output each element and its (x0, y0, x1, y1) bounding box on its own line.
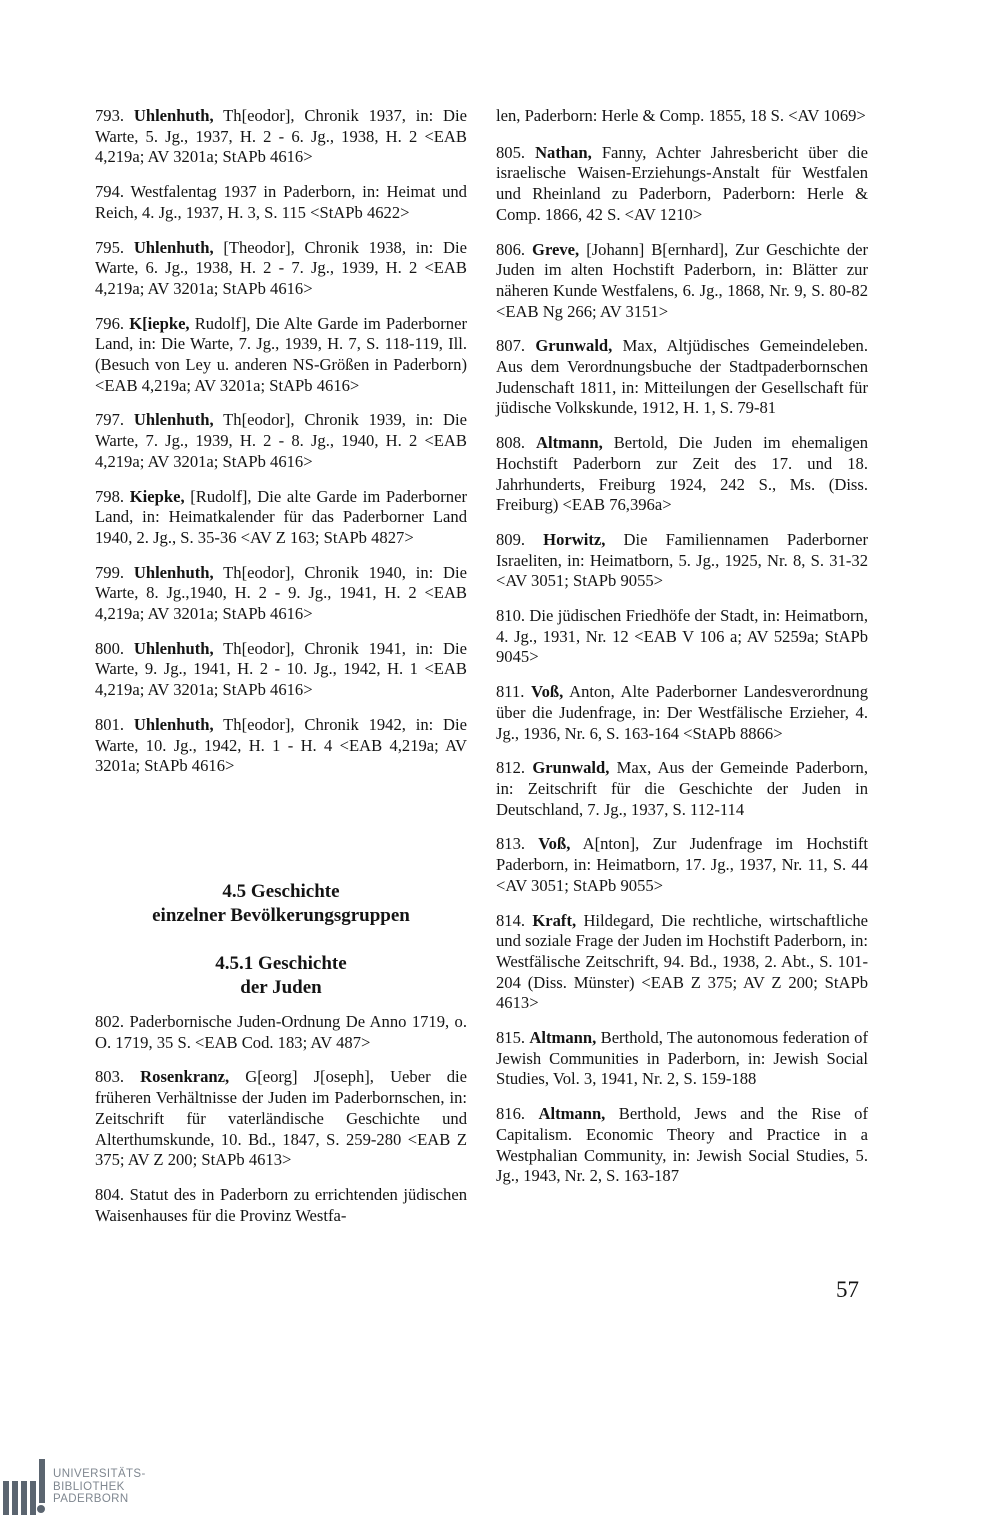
bibliography-entry (496, 1104, 868, 1187)
bibliography-entry (496, 682, 868, 744)
logo-text (53, 1468, 146, 1506)
bibliography-entry (95, 238, 467, 300)
section-heading-line-2: einzelner Bevölkerungsgruppen (152, 904, 410, 926)
entry-text: [Rudolf], Die alte Garde im Paderborner Land, in: Heimatkalender für das Paderborner Land 1940, 2. Jg., S. 35-36 <AV Z 163; StAPb 4827> (95, 486, 467, 547)
entry-list-2 (95, 1012, 467, 1226)
bibliography-entry (496, 240, 868, 323)
bibliography-entry (95, 1185, 467, 1226)
entry-number: 806. (496, 239, 526, 259)
entry-text: Bertold, Die Juden im ehemaligen Hochstift Paderborn zur Zeit des 17. und 18. Jahrhunderts, Freiburg 1924, 242 S., Ms. (Diss. Freiburg) <EAB 76,396a> (496, 433, 868, 515)
entry-author: Kiepke, (129, 486, 185, 506)
bibliography-entry (95, 1067, 467, 1171)
entry-number: 805. (496, 142, 526, 162)
entry-number: 799. (95, 562, 125, 582)
entry-text: Berthold, The autonomous federation of Jewish Communities in Paderborn, in: Jewish Social Studies, Vol. 3, 1941, Nr. 2, S. 159-188 (496, 1028, 868, 1089)
bibliography-entry (496, 143, 868, 226)
logo-bar (12, 1481, 18, 1515)
entry-text: Die jüdischen Friedhöfe der Stadt, in: Heimatborn, 4. Jg., 1931, Nr. 12 <EAB V 106 a; AV 5259a; StAPb 9045> (496, 606, 868, 667)
entry-list-1 (95, 106, 467, 777)
entry-number: 810. (496, 606, 526, 626)
bibliography-entry (95, 410, 467, 472)
section-heading-line-1: 4.5 Geschichte (222, 880, 340, 902)
bibliography-entry (95, 715, 467, 777)
entry-number: 797. (95, 410, 125, 430)
entry-author: Uhlenhuth, (133, 638, 214, 658)
entry-text: Th[eodor], Chronik 1942, in: Die Warte, 10. Jg., 1942, H. 1 - H. 4 <EAB 4,219a; AV 3201a; StAPb 4616> (95, 714, 467, 776)
bibliography-entry (496, 530, 868, 592)
entry-author: Nathan, (535, 142, 592, 162)
entry-text: Th[eodor], Chronik 1940, in: Die Warte, 8. Jg.,1940, H. 2 - 9. Jg., 1941, H. 2 <EAB 4,219a; AV 3201a; StAPb 4616> (95, 562, 467, 624)
entry-author: Grunwald, (532, 758, 610, 778)
bibliography-entry (95, 314, 467, 397)
right-column (496, 106, 868, 1201)
entry-text: [Theodor], Chronik 1938, in: Die Warte, 6. Jg., 1938, H. 2 - 7. Jg., 1939, H. 2 <EAB 4,219a; AV 3201a; StAPb 4616> (95, 237, 467, 298)
logo-bar (30, 1481, 36, 1515)
entry-author: Kraft, (532, 910, 577, 930)
entry-author: Grunwald, (535, 336, 613, 356)
bibliography-entry (496, 606, 868, 668)
bibliography-entry (496, 1028, 868, 1090)
logo-line-3: PADERBORN (53, 1493, 129, 1505)
subsection-heading-line-2: der Juden (240, 976, 322, 998)
entry-text: Th[eodor], Chronik 1937, in: Die Warte, 5. Jg., 1937, H. 2 - 6. Jg., 1938, H. 2 <EAB 4,219a; AV 3201a; StAPb 4616> (95, 106, 467, 167)
entry-author: K[iepke, (129, 313, 190, 333)
entry-number: 808. (496, 433, 526, 453)
entry-author: Horwitz, (543, 529, 606, 549)
entry-author: Altmann, (529, 1028, 597, 1048)
logo-bar (3, 1481, 9, 1515)
entry-author: Uhlenhuth, (133, 714, 214, 734)
logo-line-1: UNIVERSITÄTS- (53, 1468, 146, 1480)
entry-number: 812. (496, 758, 526, 778)
entry-author: Altmann, (538, 1104, 606, 1124)
entry-text: A[nton], Zur Judenfrage im Hochstift Paderborn, in: Heimatborn, 17. Jg., 1937, Nr. 11, S. 44 <AV 3051; StAPb 9055> (496, 834, 868, 895)
entry-number: 793. (95, 106, 125, 125)
entry-number: 815. (496, 1028, 526, 1048)
entry-text: Hildegard, Die rechtliche, wirtschaftliche und soziale Frage der Juden im Hochstift Paderborn, in: Westfälische Zeitschrift, 94. Bd., 1938, 2. Abt., S. 101-204 (Diss. Münster) <EAB Z 375; AV Z 200; StAPb 4613> (496, 910, 868, 1013)
entry-number: 803. (95, 1067, 125, 1087)
entry-text: Statut des in Paderborn zu errichtenden jüdischen Waisenhauses für die Provinz Westfa- (95, 1184, 467, 1225)
bibliography-entry (496, 758, 868, 820)
entry-author: Greve, (532, 239, 580, 259)
entry-text: Berthold, Jews and the Rise of Capitalism. Economic Theory and Practice in a Westphalian Community, in: Jewish Social Studies, 5. Jg., 1943, Nr. 2, S. 163-187 (496, 1104, 868, 1186)
entry-number: 813. (496, 834, 526, 854)
bibliography-entry (95, 639, 467, 701)
entry-author: Uhlenhuth, (133, 562, 214, 582)
entry-number: 796. (95, 313, 125, 333)
entry-text: Rudolf], Die Alte Garde im Paderborner Land, in: Die Warte, 7. Jg., 1939, H. 7, S. 118-119, Ill. (Besuch von Ley u. anderen NS-Größen in Paderborn) <EAB 4,219a; AV 3201a; StAPb 4616> (95, 313, 467, 395)
entry-author: Altmann, (535, 433, 603, 453)
page-number: 57 (836, 1277, 859, 1302)
entry-text: Fanny, Achter Jahresbericht über die israelische Waisen-Erziehungs-Anstalt für Westfalen und Rheinland zu Paderborn, Paderborn: Herle & Comp. 1866, 42 S. <AV 1210> (496, 142, 868, 224)
bibliography-entry (95, 1012, 467, 1053)
bibliography-entry (496, 911, 868, 1015)
entry-number: 802. (95, 1011, 125, 1031)
entry-text: Max, Aus der Gemeinde Paderborn, in: Zeitschrift für die Geschichte der Juden in Deutschland, 7. Jg., 1937, S. 112-114 (496, 758, 868, 819)
continued-entry: len, Paderborn: Herle & Comp. 1855, 18 S. <AV 1069> (496, 106, 866, 125)
entry-text: [Johann] B[ernhard], Zur Geschichte der Juden im alten Hochstift Paderborn, in: Blätter zur näheren Kunde Westfalens, 6. Jg., 1868, Nr. 9, S. 80-82 <EAB Ng 266; AV 3151> (496, 239, 869, 321)
entry-text: G[eorg] J[oseph], Ueber die früheren Verhältnisse der Juden im Paderbornschen, in: Zeitschrift für vaterländische Geschichte und Alterthumskunde, 10. Bd., 1847, S. 259-280 <EAB Z 375; AV Z 200; StAPb 4613> (95, 1067, 467, 1170)
bibliography-entry (95, 182, 467, 223)
entry-number: 811. (496, 682, 525, 702)
logo-bar (21, 1481, 27, 1515)
logo-line-2: BIBLIOTHEK (53, 1480, 125, 1493)
entry-author: Uhlenhuth, (133, 106, 214, 125)
section-heading (95, 880, 467, 928)
subsection-heading-line-1: 4.5.1 Geschichte (215, 952, 347, 974)
entry-text: Westfalentag 1937 in Paderborn, in: Heimat und Reich, 4. Jg., 1937, H. 3, S. 115 <StAPb 4622> (95, 182, 467, 222)
bibliography-entry (496, 834, 868, 896)
entry-number: 794. (95, 182, 125, 202)
subsection-heading (95, 952, 467, 1000)
bibliography-entry (95, 106, 467, 168)
entry-number: 801. (95, 714, 125, 734)
entry-author: Voß, (531, 682, 564, 702)
entry-text: Anton, Alte Paderborner Landesverordnung über die Judenfrage, in: Der Westfälische Erzieher, 4. Jg., 1936, Nr. 6, S. 163-164 <StAPb 8866> (496, 682, 868, 743)
entry-text: Th[eodor], Chronik 1941, in: Die Warte, 9. Jg., 1941, H. 2 - 10. Jg., 1942, H. 1 <EAB 4,219a; AV 3201a; StAPb 4616> (95, 638, 467, 700)
bibliography-entry (95, 487, 467, 549)
entry-number: 809. (496, 529, 526, 549)
entry-number: 814. (496, 910, 526, 930)
entry-author: Voß, (538, 834, 571, 854)
entry-number: 795. (95, 237, 125, 257)
entry-number: 816. (496, 1104, 526, 1124)
bibliography-entry (95, 563, 467, 625)
entry-author: Uhlenhuth, (133, 237, 214, 257)
entry-text: Max, Altjüdisches Gemeindeleben. Aus dem Verordnungsbuche der Stadtpaderbornschen Judenschaft 1811, in: Mitteilungen der Gesellschaft für jüdische Volkskunde, 1912, H. 1, S. 79-81 (496, 336, 868, 418)
left-column (95, 106, 467, 1240)
entry-text: Paderbornische Juden-Ordnung De Anno 1719, o. O. 1719, 35 S. <EAB Cod. 183; AV 487> (95, 1011, 467, 1052)
entry-number: 800. (95, 638, 125, 658)
entry-text: Die Familiennamen Paderborner Israeliten, in: Heimatborn, 5. Jg., 1925, Nr. 8, S. 31-32 <AV 3051; StAPb 9055> (496, 529, 868, 591)
entry-text: Th[eodor], Chronik 1939, in: Die Warte, 7. Jg., 1939, H. 2 - 8. Jg., 1940, H. 2 <EAB 4,219a; AV 3201a; StAPb 4616> (95, 410, 467, 471)
library-logo (0, 1462, 200, 1515)
entry-list-3 (496, 143, 868, 1187)
entry-number: 804. (95, 1184, 125, 1204)
entry-number: 798. (95, 486, 125, 506)
logo-bar (39, 1459, 45, 1503)
logo-dot (37, 1505, 45, 1513)
bibliography-entry (496, 336, 868, 419)
entry-author: Uhlenhuth, (133, 410, 214, 430)
entry-number: 807. (496, 336, 526, 356)
entry-author: Rosenkranz, (140, 1067, 230, 1087)
bibliography-entry (496, 433, 868, 516)
